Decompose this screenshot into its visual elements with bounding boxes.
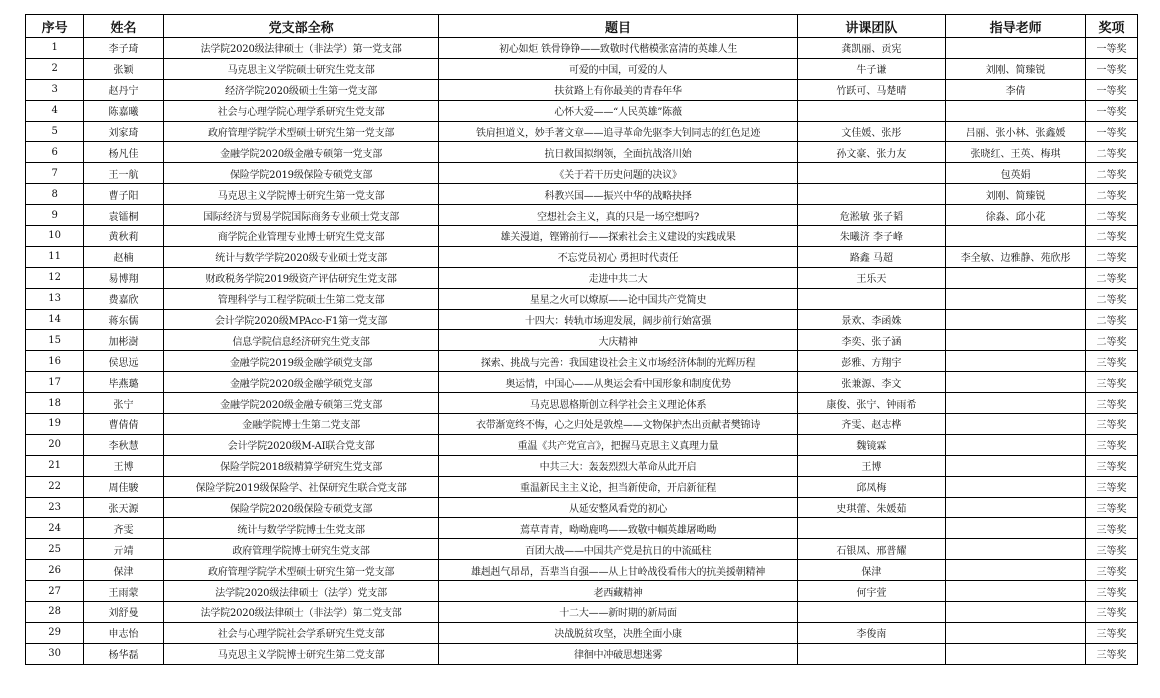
cell-name: 加彬澍 xyxy=(84,330,164,351)
cell-topic: 初心如炬 铁骨铮铮——致敬时代楷模张富清的英雄人生 xyxy=(439,38,797,59)
cell-index: 15 xyxy=(26,330,84,351)
cell-team xyxy=(797,602,945,623)
cell-topic: 十四大：转轨市场迎发展，阔步前行始富强 xyxy=(439,309,797,330)
cell-advisor: 刘刚、简臻锐 xyxy=(946,184,1086,205)
cell-award: 二等奖 xyxy=(1086,142,1138,163)
cell-name: 易博翔 xyxy=(84,267,164,288)
cell-index: 22 xyxy=(26,476,84,497)
cell-award: 二等奖 xyxy=(1086,246,1138,267)
cell-award: 三等奖 xyxy=(1086,372,1138,393)
cell-advisor xyxy=(946,226,1086,247)
cell-advisor xyxy=(946,330,1086,351)
cell-team xyxy=(797,643,945,664)
cell-team xyxy=(797,100,945,121)
cell-name: 王博 xyxy=(84,455,164,476)
cell-name: 张颖 xyxy=(84,58,164,79)
cell-advisor xyxy=(946,267,1086,288)
cell-branch: 国际经济与贸易学院国际商务专业硕士党支部 xyxy=(163,205,439,226)
cell-topic: 抗日救国拟纲领，全面抗战洛川始 xyxy=(439,142,797,163)
header-award: 奖项 xyxy=(1086,15,1138,38)
cell-award: 二等奖 xyxy=(1086,226,1138,247)
cell-topic: 决战脱贫攻坚，决胜全面小康 xyxy=(439,622,797,643)
cell-topic: 十二大——新时期的新局面 xyxy=(439,602,797,623)
cell-topic: 百团大战——中国共产党是抗日的中流砥柱 xyxy=(439,539,797,560)
cell-name: 侯思远 xyxy=(84,351,164,372)
cell-team: 朱曦济 李子峰 xyxy=(797,226,945,247)
cell-branch: 会计学院2020级MPAcc-F1第一党支部 xyxy=(163,309,439,330)
cell-topic: 雄赳赳气昂昂，吾辈当自强——从上甘岭战役看伟大的抗美援朝精神 xyxy=(439,560,797,581)
cell-team: 景欢、李函姝 xyxy=(797,309,945,330)
cell-branch: 金融学院2020级金融学硕党支部 xyxy=(163,372,439,393)
cell-branch: 保险学院2019级保险专硕党支部 xyxy=(163,163,439,184)
cell-index: 30 xyxy=(26,643,84,664)
cell-topic: 蔫草青青，呦呦鹿鸣——致敬中帼英雄屠呦呦 xyxy=(439,518,797,539)
cell-index: 6 xyxy=(26,142,84,163)
table-row xyxy=(26,267,1138,288)
cell-name: 费嘉欣 xyxy=(84,288,164,309)
cell-advisor xyxy=(946,602,1086,623)
cell-index: 28 xyxy=(26,602,84,623)
table-row xyxy=(26,38,1138,59)
cell-name: 张天源 xyxy=(84,497,164,518)
cell-team: 康俊、张宁、钟雨希 xyxy=(797,393,945,414)
cell-branch: 保险学院2018级精算学研究生党支部 xyxy=(163,455,439,476)
cell-branch: 金融学院2020级金融专硕第一党支部 xyxy=(163,142,439,163)
cell-advisor: 李全敏、边雅静、苑欣彤 xyxy=(946,246,1086,267)
cell-topic: 科教兴国——振兴中华的战略抉择 xyxy=(439,184,797,205)
header-index: 序号 xyxy=(26,15,84,38)
table-row xyxy=(26,643,1138,664)
cell-index: 11 xyxy=(26,246,84,267)
cell-team: 王乐天 xyxy=(797,267,945,288)
cell-advisor xyxy=(946,476,1086,497)
cell-award: 二等奖 xyxy=(1086,288,1138,309)
awards-table xyxy=(25,14,1138,665)
cell-name: 申志怡 xyxy=(84,622,164,643)
cell-index: 20 xyxy=(26,434,84,455)
cell-advisor: 包英娟 xyxy=(946,163,1086,184)
cell-name: 蒋东儒 xyxy=(84,309,164,330)
table-row xyxy=(26,434,1138,455)
cell-award: 二等奖 xyxy=(1086,330,1138,351)
cell-name: 亓靖 xyxy=(84,539,164,560)
cell-branch: 法学院2020级法律硕士（法学）党支部 xyxy=(163,581,439,602)
cell-topic: 可爱的中国，可爱的人 xyxy=(439,58,797,79)
table-row xyxy=(26,602,1138,623)
cell-award: 一等奖 xyxy=(1086,100,1138,121)
cell-advisor: 刘刚、简臻锐 xyxy=(946,58,1086,79)
cell-branch: 金融学院2019级金融学硕党支部 xyxy=(163,351,439,372)
cell-branch: 金融学院2020级金融专硕第三党支部 xyxy=(163,393,439,414)
cell-name: 曹子阳 xyxy=(84,184,164,205)
cell-name: 陈嘉曦 xyxy=(84,100,164,121)
cell-award: 三等奖 xyxy=(1086,393,1138,414)
cell-name: 王一航 xyxy=(84,163,164,184)
cell-topic: 从延安整风看党的初心 xyxy=(439,497,797,518)
cell-team: 龚凯丽、贡宪 xyxy=(797,38,945,59)
cell-topic: 心怀大爱——“人民英雄”陈薇 xyxy=(439,100,797,121)
cell-branch: 法学院2020级法律硕士（非法学）第一党支部 xyxy=(163,38,439,59)
cell-topic: 不忘党员初心 勇担时代责任 xyxy=(439,246,797,267)
cell-advisor xyxy=(946,100,1086,121)
cell-advisor xyxy=(946,38,1086,59)
cell-advisor xyxy=(946,539,1086,560)
cell-index: 9 xyxy=(26,205,84,226)
table-row xyxy=(26,372,1138,393)
cell-topic: 大庆精神 xyxy=(439,330,797,351)
header-team: 讲课团队 xyxy=(797,15,945,38)
cell-award: 一等奖 xyxy=(1086,38,1138,59)
table-row xyxy=(26,414,1138,435)
cell-branch: 政府管理学院学术型硕士研究生第一党支部 xyxy=(163,121,439,142)
cell-index: 12 xyxy=(26,267,84,288)
cell-award: 三等奖 xyxy=(1086,539,1138,560)
cell-topic: 中共三大：轰轰烈烈大革命从此开启 xyxy=(439,455,797,476)
cell-team: 张兼源、李文 xyxy=(797,372,945,393)
table-row xyxy=(26,393,1138,414)
cell-branch: 马克思主义学院博士研究生第一党支部 xyxy=(163,184,439,205)
cell-advisor xyxy=(946,414,1086,435)
table-row xyxy=(26,246,1138,267)
cell-branch: 马克思主义学院硕士研究生党支部 xyxy=(163,58,439,79)
cell-topic: 《关于若干历史问题的决议》 xyxy=(439,163,797,184)
cell-award: 二等奖 xyxy=(1086,267,1138,288)
cell-index: 16 xyxy=(26,351,84,372)
table-row xyxy=(26,476,1138,497)
table-row xyxy=(26,142,1138,163)
cell-index: 26 xyxy=(26,560,84,581)
cell-name: 王雨蒙 xyxy=(84,581,164,602)
cell-branch: 经济学院2020级硕士生第一党支部 xyxy=(163,79,439,100)
cell-branch: 马克思主义学院博士研究生第二党支部 xyxy=(163,643,439,664)
cell-advisor xyxy=(946,622,1086,643)
cell-team: 彭雅、方翔宇 xyxy=(797,351,945,372)
cell-award: 二等奖 xyxy=(1086,184,1138,205)
cell-index: 17 xyxy=(26,372,84,393)
table-row xyxy=(26,309,1138,330)
cell-name: 赵楠 xyxy=(84,246,164,267)
table-row xyxy=(26,330,1138,351)
cell-branch: 保险学院2019级保险学、社保研究生联合党支部 xyxy=(163,476,439,497)
cell-topic: 铁肩担道义，妙手著文章——追寻革命先驱李大钊同志的红色足迹 xyxy=(439,121,797,142)
cell-advisor xyxy=(946,455,1086,476)
cell-advisor xyxy=(946,518,1086,539)
cell-advisor xyxy=(946,581,1086,602)
cell-index: 10 xyxy=(26,226,84,247)
cell-topic: 奥运情，中国心——从奥运会看中国形象和制度优势 xyxy=(439,372,797,393)
cell-award: 一等奖 xyxy=(1086,79,1138,100)
cell-index: 19 xyxy=(26,414,84,435)
table-row xyxy=(26,226,1138,247)
cell-team: 王博 xyxy=(797,455,945,476)
cell-award: 三等奖 xyxy=(1086,560,1138,581)
cell-topic: 空想社会主义，真的只是一场空想吗? xyxy=(439,205,797,226)
cell-index: 27 xyxy=(26,581,84,602)
table-row xyxy=(26,351,1138,372)
cell-branch: 政府管理学院学术型硕士研究生第一党支部 xyxy=(163,560,439,581)
cell-award: 三等奖 xyxy=(1086,581,1138,602)
cell-index: 4 xyxy=(26,100,84,121)
cell-branch: 商学院企业管理专业博士研究生党支部 xyxy=(163,226,439,247)
cell-name: 周佳駿 xyxy=(84,476,164,497)
cell-index: 23 xyxy=(26,497,84,518)
cell-advisor xyxy=(946,309,1086,330)
cell-branch: 社会与心理学院社会学系研究生党支部 xyxy=(163,622,439,643)
cell-name: 袁镭桐 xyxy=(84,205,164,226)
cell-advisor xyxy=(946,434,1086,455)
cell-branch: 统计与数学学院2020级专业硕士党支部 xyxy=(163,246,439,267)
cell-award: 三等奖 xyxy=(1086,476,1138,497)
header-name: 姓名 xyxy=(84,15,164,38)
table-row xyxy=(26,581,1138,602)
cell-award: 三等奖 xyxy=(1086,351,1138,372)
cell-topic: 重温《共产党宣言》，把握马克思主义真理力量 xyxy=(439,434,797,455)
table-row xyxy=(26,497,1138,518)
cell-team xyxy=(797,184,945,205)
cell-name: 杨华磊 xyxy=(84,643,164,664)
cell-index: 5 xyxy=(26,121,84,142)
table-row xyxy=(26,539,1138,560)
cell-advisor xyxy=(946,351,1086,372)
cell-advisor xyxy=(946,497,1086,518)
cell-index: 29 xyxy=(26,622,84,643)
cell-topic: 雄关漫道，铿锵前行——探索社会主义建设的实践成果 xyxy=(439,226,797,247)
cell-team xyxy=(797,288,945,309)
cell-index: 2 xyxy=(26,58,84,79)
cell-branch: 财政税务学院2019级资产评估研究生党支部 xyxy=(163,267,439,288)
header-branch: 党支部全称 xyxy=(163,15,439,38)
cell-award: 二等奖 xyxy=(1086,205,1138,226)
table-row xyxy=(26,622,1138,643)
cell-team: 孙文豪、张力友 xyxy=(797,142,945,163)
cell-team: 李奕、张子涵 xyxy=(797,330,945,351)
cell-name: 黄秋莉 xyxy=(84,226,164,247)
cell-name: 刘家琦 xyxy=(84,121,164,142)
cell-topic: 重温新民主主义论，担当新使命，开启新征程 xyxy=(439,476,797,497)
cell-team: 牛子谦 xyxy=(797,58,945,79)
cell-advisor xyxy=(946,560,1086,581)
cell-award: 三等奖 xyxy=(1086,643,1138,664)
cell-name: 刘舒曼 xyxy=(84,602,164,623)
cell-advisor xyxy=(946,372,1086,393)
awards-table-container xyxy=(25,14,1138,665)
cell-team: 石银凤、邢普耀 xyxy=(797,539,945,560)
cell-award: 三等奖 xyxy=(1086,622,1138,643)
table-row xyxy=(26,79,1138,100)
table-row xyxy=(26,518,1138,539)
cell-topic: 律徊中冲破思想迷雾 xyxy=(439,643,797,664)
cell-team: 何宇萱 xyxy=(797,581,945,602)
cell-index: 21 xyxy=(26,455,84,476)
cell-topic: 走进中共二大 xyxy=(439,267,797,288)
cell-name: 赵丹宁 xyxy=(84,79,164,100)
table-row xyxy=(26,184,1138,205)
cell-name: 毕燕璐 xyxy=(84,372,164,393)
cell-team: 危淞敏 张子韬 xyxy=(797,205,945,226)
cell-topic: 老西藏精神 xyxy=(439,581,797,602)
cell-topic: 探索、挑战与完善：我国建设社会主义市场经济体制的光辉历程 xyxy=(439,351,797,372)
table-body xyxy=(26,38,1138,665)
cell-advisor xyxy=(946,288,1086,309)
cell-advisor xyxy=(946,393,1086,414)
table-row xyxy=(26,560,1138,581)
cell-branch: 法学院2020级法律硕士（非法学）第二党支部 xyxy=(163,602,439,623)
cell-award: 三等奖 xyxy=(1086,602,1138,623)
cell-index: 8 xyxy=(26,184,84,205)
cell-branch: 社会与心理学院心理学系研究生党支部 xyxy=(163,100,439,121)
cell-index: 24 xyxy=(26,518,84,539)
cell-branch: 保险学院2020级保险专硕党支部 xyxy=(163,497,439,518)
cell-award: 三等奖 xyxy=(1086,414,1138,435)
cell-branch: 信息学院信息经济研究生党支部 xyxy=(163,330,439,351)
table-row xyxy=(26,163,1138,184)
table-row xyxy=(26,288,1138,309)
cell-branch: 政府管理学院博士研究生党支部 xyxy=(163,539,439,560)
cell-branch: 统计与数学学院博士生党支部 xyxy=(163,518,439,539)
cell-branch: 金融学院博士生第二党支部 xyxy=(163,414,439,435)
cell-team: 史琪蕾、朱媛茹 xyxy=(797,497,945,518)
cell-name: 齐雯 xyxy=(84,518,164,539)
cell-team: 路鑫 马超 xyxy=(797,246,945,267)
cell-team: 竹跃可、马楚晴 xyxy=(797,79,945,100)
cell-team: 魏镜霖 xyxy=(797,434,945,455)
cell-branch: 会计学院2020级M-AI联合党支部 xyxy=(163,434,439,455)
cell-name: 张宁 xyxy=(84,393,164,414)
cell-topic: 星星之火可以燎原——论中国共产党简史 xyxy=(439,288,797,309)
header-topic: 题目 xyxy=(439,15,797,38)
table-row xyxy=(26,100,1138,121)
cell-award: 三等奖 xyxy=(1086,518,1138,539)
cell-team: 文佳媛、张彤 xyxy=(797,121,945,142)
cell-index: 25 xyxy=(26,539,84,560)
table-row xyxy=(26,121,1138,142)
cell-name: 李秋慧 xyxy=(84,434,164,455)
cell-team: 齐雯、赵志桦 xyxy=(797,414,945,435)
cell-team: 邱凤梅 xyxy=(797,476,945,497)
cell-award: 一等奖 xyxy=(1086,58,1138,79)
cell-name: 曹倩倩 xyxy=(84,414,164,435)
cell-advisor: 张晓红、王英、梅琪 xyxy=(946,142,1086,163)
cell-topic: 马克思恩格斯创立科学社会主义理论体系 xyxy=(439,393,797,414)
cell-index: 1 xyxy=(26,38,84,59)
cell-name: 李子琦 xyxy=(84,38,164,59)
cell-index: 13 xyxy=(26,288,84,309)
cell-advisor xyxy=(946,643,1086,664)
cell-advisor: 徐淼、邱小花 xyxy=(946,205,1086,226)
cell-index: 3 xyxy=(26,79,84,100)
cell-advisor: 李倩 xyxy=(946,79,1086,100)
cell-name: 杨凡佳 xyxy=(84,142,164,163)
cell-index: 14 xyxy=(26,309,84,330)
cell-branch: 管理科学与工程学院硕士生第二党支部 xyxy=(163,288,439,309)
cell-team xyxy=(797,518,945,539)
cell-topic: 扶贫路上有你最美的青春年华 xyxy=(439,79,797,100)
cell-team: 保津 xyxy=(797,560,945,581)
cell-topic: 衣带渐宽终不悔，心之归处是敦煌——文物保护杰出贡献者樊锦诗 xyxy=(439,414,797,435)
cell-award: 二等奖 xyxy=(1086,309,1138,330)
cell-award: 三等奖 xyxy=(1086,455,1138,476)
cell-index: 7 xyxy=(26,163,84,184)
table-row xyxy=(26,205,1138,226)
cell-advisor: 吕丽、张小林、张鑫媛 xyxy=(946,121,1086,142)
cell-name: 保津 xyxy=(84,560,164,581)
table-row xyxy=(26,455,1138,476)
cell-award: 二等奖 xyxy=(1086,163,1138,184)
cell-team xyxy=(797,163,945,184)
cell-award: 一等奖 xyxy=(1086,121,1138,142)
cell-team: 李俊南 xyxy=(797,622,945,643)
header-advisor: 指导老师 xyxy=(946,15,1086,38)
cell-award: 三等奖 xyxy=(1086,434,1138,455)
table-row xyxy=(26,58,1138,79)
table-header-row xyxy=(26,15,1138,38)
cell-index: 18 xyxy=(26,393,84,414)
cell-award: 三等奖 xyxy=(1086,497,1138,518)
